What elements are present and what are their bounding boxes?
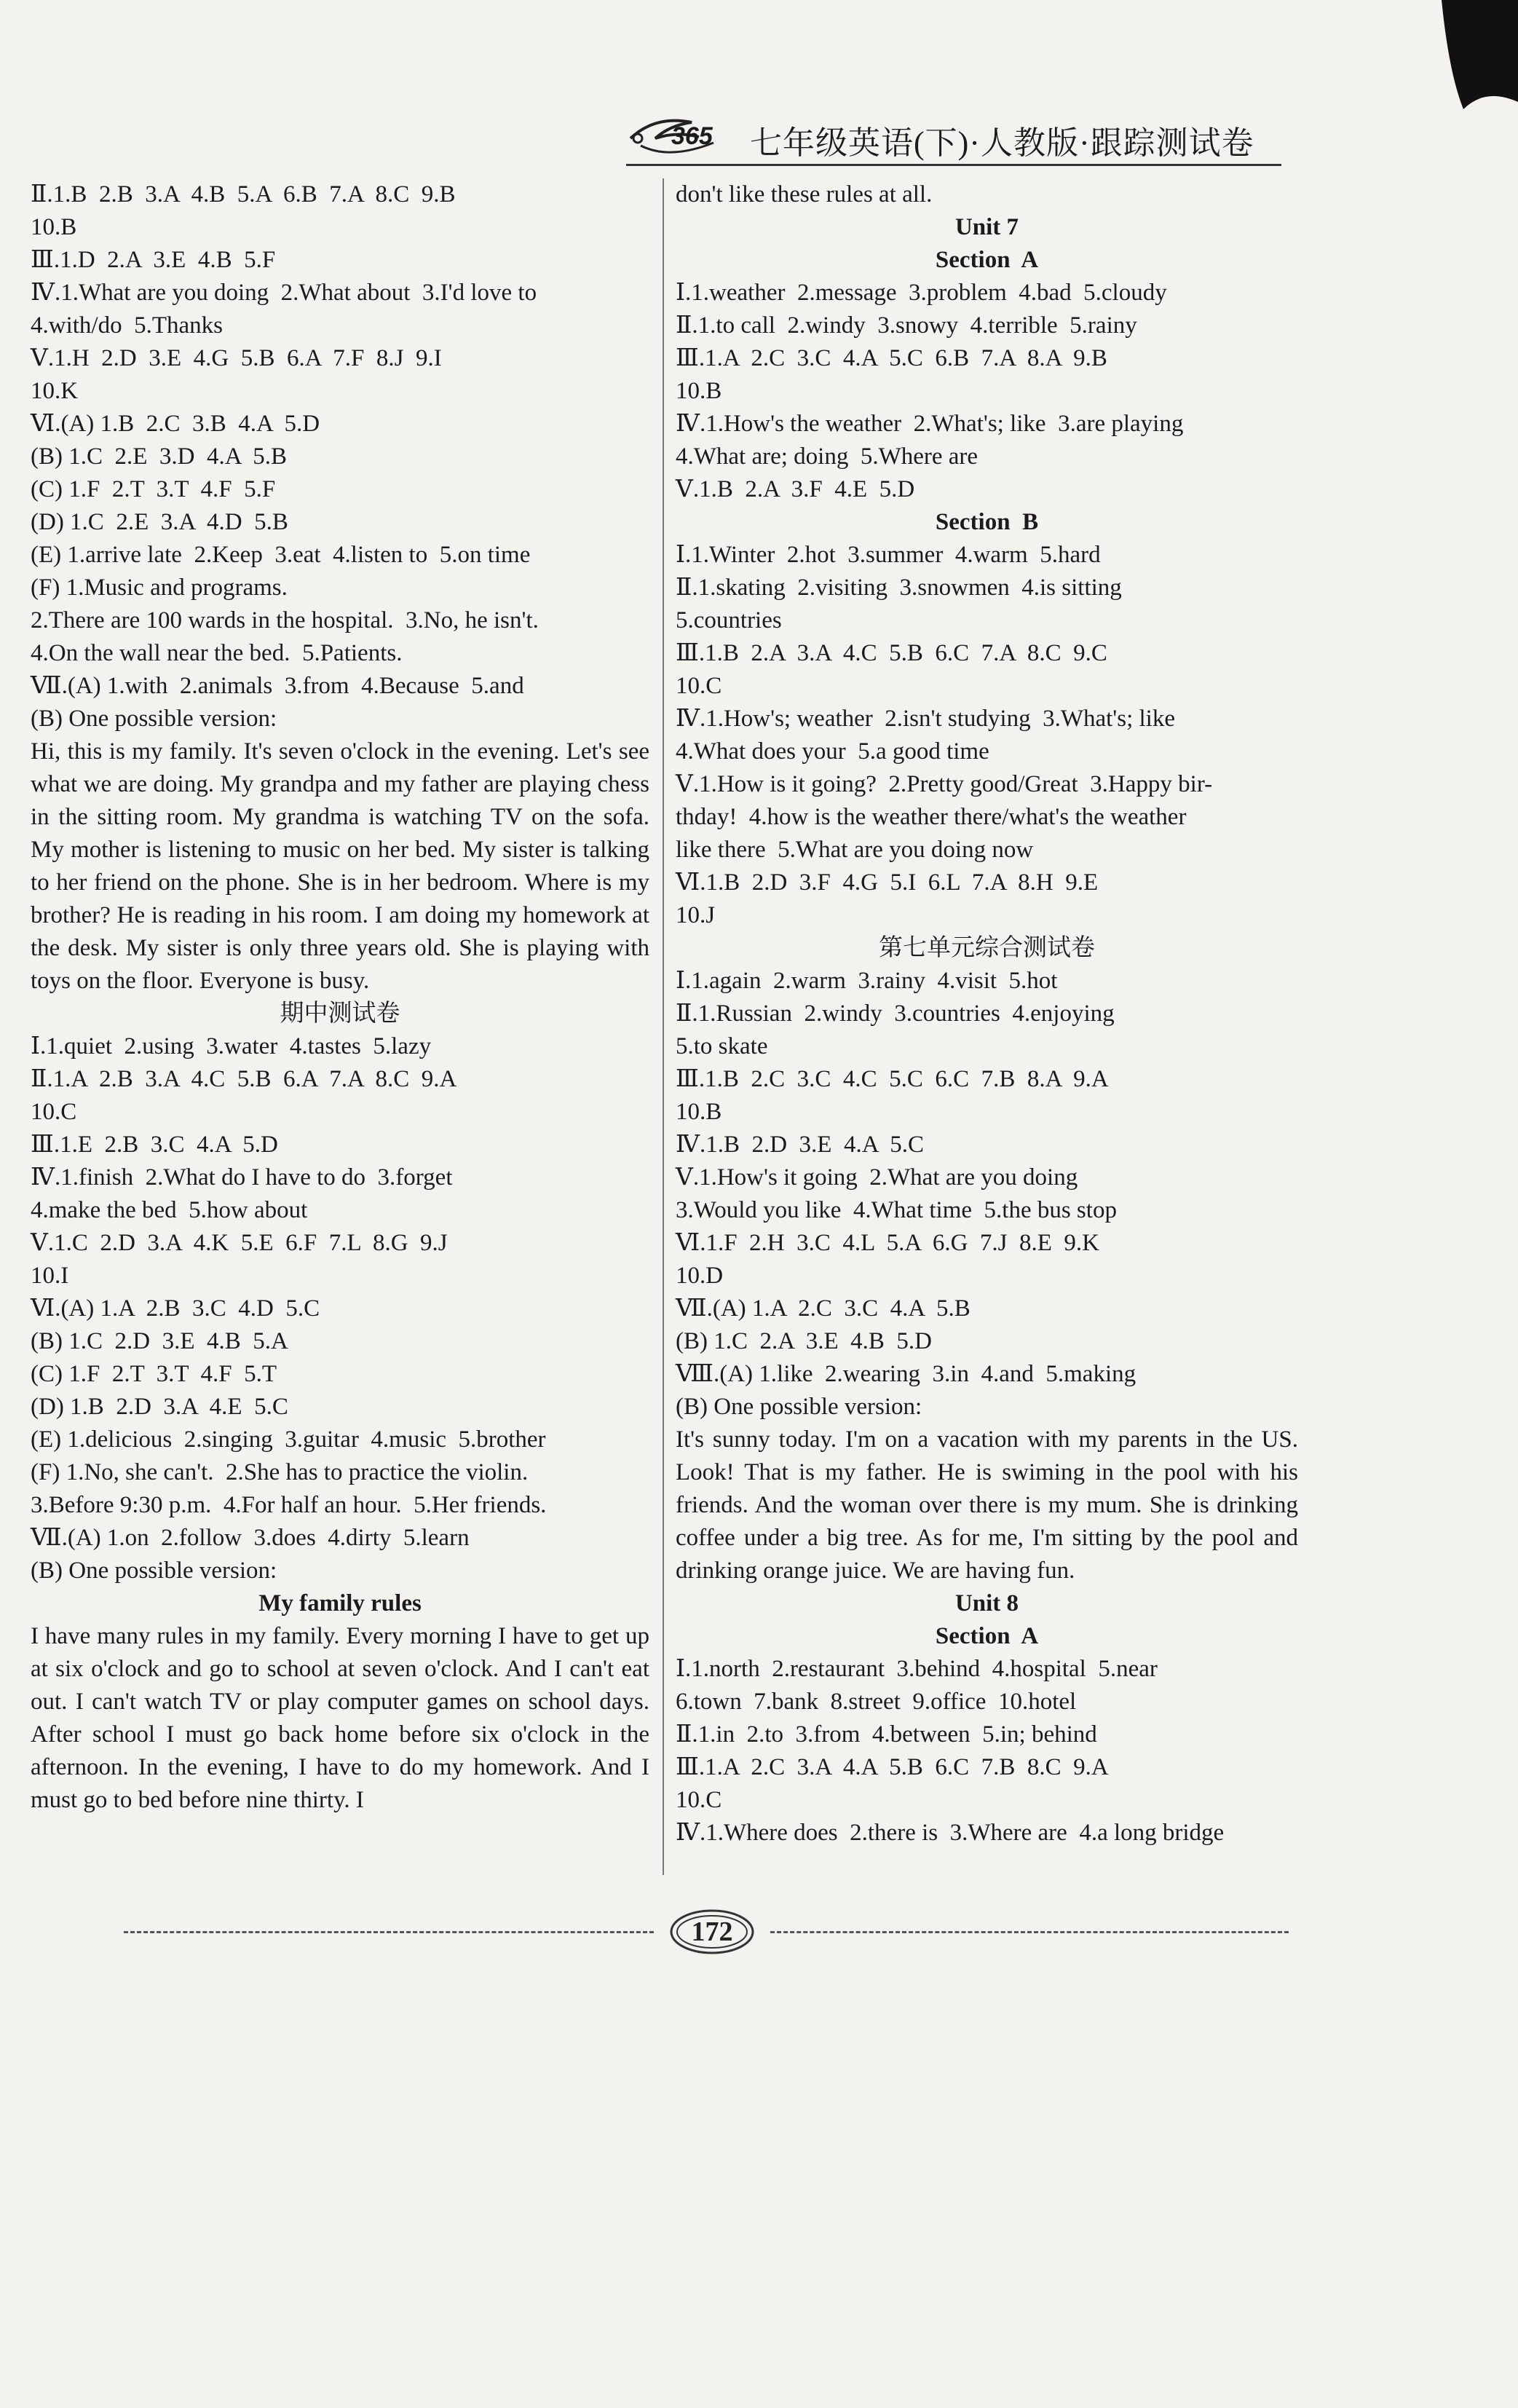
essay-paragraph: Hi, this is my family. It's seven o'clock in the evening. Let's see what we are doing. My grandpa and my father are playing chess in the sitting room. My grandma is watching TV on the sofa. My mother is listening to music on her bed. My sister is talking to her friend on the phone. She is in her bedroom. Where is my brother? He is reading in his room. I am doing my homework at the desk. My sister is only three years old. She is playing with toys on the floor. Everyone is busy. (31, 738, 649, 994)
page-title: 七年级英语(下)·人教版·跟踪测试卷 (750, 125, 1254, 161)
answer-line: (D) 1.C 2.E 3.A 4.D 5.B (31, 509, 288, 535)
answer-line: 10.J (676, 902, 716, 928)
test-heading: 期中测试卷 (280, 1000, 400, 1027)
answer-line: 5.to skate (676, 1033, 768, 1059)
answer-line: Ⅱ.1.A 2.B 3.A 4.C 5.B 6.A 7.A 8.C 9.A (31, 1066, 457, 1092)
answer-line: Ⅵ.1.F 2.H 3.C 4.L 5.A 6.G 7.J 8.E 9.K (676, 1230, 1099, 1256)
answer-line: Ⅰ.1.weather 2.message 3.problem 4.bad 5.cloudy (676, 280, 1167, 306)
answer-line: Ⅰ.1.again 2.warm 3.rainy 4.visit 5.hot (676, 968, 1058, 994)
answer-line: 4.with/do 5.Thanks (31, 312, 223, 339)
answer-line: Ⅵ.(A) 1.A 2.B 3.C 4.D 5.C (31, 1295, 320, 1322)
answer-line: 2.There are 100 wards in the hospital. 3.No, he isn't. (31, 607, 539, 633)
answer-line: Ⅵ.1.B 2.D 3.F 4.G 5.I 6.L 7.A 8.H 9.E (676, 869, 1099, 896)
answer-line: 4.On the wall near the bed. 5.Patients. (31, 640, 403, 666)
page-header (626, 102, 1281, 167)
answer-line: (F) 1.Music and programs. (31, 575, 288, 601)
answer-line: 10.K (31, 378, 79, 404)
header-rule (626, 164, 1281, 166)
section-heading: Section A (935, 247, 1039, 273)
column-divider (663, 178, 664, 1875)
publisher-logo (626, 109, 743, 160)
answer-line: Ⅱ.1.skating 2.visiting 3.snowmen 4.is sitting (676, 575, 1122, 601)
section-heading: Section B (935, 509, 1039, 535)
test-heading: 第七单元综合测试卷 (879, 935, 1095, 961)
answer-line: (E) 1.delicious 2.singing 3.guitar 4.music 5.brother (31, 1426, 546, 1453)
answer-line: 6.town 7.bank 8.street 9.office 10.hotel (676, 1689, 1077, 1715)
answer-line: Ⅲ.1.E 2.B 3.C 4.A 5.D (31, 1132, 278, 1158)
section-heading: Unit 8 (954, 1590, 1019, 1616)
page-number: 172 (691, 1916, 733, 1947)
answer-line: Ⅱ.1.to call 2.windy 3.snowy 4.terrible 5.rainy (676, 312, 1137, 339)
answer-line: Ⅳ.1.B 2.D 3.E 4.A 5.C (676, 1132, 924, 1158)
answer-line: Ⅲ.1.B 2.C 3.C 4.C 5.C 6.C 7.B 8.A 9.A (676, 1066, 1109, 1092)
answer-line: Ⅲ.1.D 2.A 3.E 4.B 5.F (31, 247, 276, 273)
essay-paragraph: I have many rules in my family. Every morning I have to get up at six o'clock and go to school at seven o'clock. And I can't eat out. I can't watch TV or play computer games on school days. After school I must go back home before six o'clock in the afternoon. In the evening, I have to do my homework. And I must go to bed before nine thirty. I (31, 1623, 649, 1813)
answer-line: 5.countries (676, 607, 782, 633)
footer-rule-right (770, 1931, 1289, 1933)
section-heading: My family rules (258, 1590, 422, 1616)
answer-line: 10.B (676, 1099, 722, 1125)
answer-line: Ⅶ.(A) 1.on 2.follow 3.does 4.dirty 5.learn (31, 1525, 470, 1551)
answer-line: Ⅳ.1.How's the weather 2.What's; like 3.are playing (676, 411, 1184, 437)
answer-line: Ⅲ.1.A 2.C 3.C 4.A 5.C 6.B 7.A 8.A 9.B (676, 345, 1107, 371)
section-heading: Unit 7 (954, 214, 1019, 240)
answer-line: 3.Before 9:30 p.m. 4.For half an hour. 5.Her friends. (31, 1492, 547, 1518)
section-heading: Section A (935, 1623, 1039, 1649)
answer-line: (B) One possible version: (31, 1558, 277, 1584)
answer-line: 10.B (676, 378, 722, 404)
answer-line: 10.I (31, 1263, 69, 1289)
answer-line: 10.C (31, 1099, 77, 1125)
answer-line: (B) One possible version: (31, 706, 277, 732)
answer-line: (B) 1.C 2.A 3.E 4.B 5.D (676, 1328, 933, 1354)
answer-line: like there 5.What are you doing now (676, 837, 1034, 863)
answer-line: Ⅳ.1.What are you doing 2.What about 3.I'd love to (31, 280, 537, 306)
answer-line: Ⅴ.1.C 2.D 3.A 4.K 5.E 6.F 7.L 8.G 9.J (31, 1230, 448, 1256)
answer-line: 10.C (676, 673, 722, 699)
answer-line: Ⅱ.1.in 2.to 3.from 4.between 5.in; behind (676, 1721, 1097, 1748)
answer-line: Ⅱ.1.B 2.B 3.A 4.B 5.A 6.B 7.A 8.C 9.B (31, 181, 456, 208)
answer-line: Ⅳ.1.finish 2.What do I have to do 3.forget (31, 1164, 453, 1191)
left-column (31, 178, 649, 1817)
answer-line: (C) 1.F 2.T 3.T 4.F 5.T (31, 1361, 277, 1387)
answer-line: (C) 1.F 2.T 3.T 4.F 5.F (31, 476, 276, 502)
page-corner-shadow (1434, 0, 1518, 124)
answer-line: (B) 1.C 2.E 3.D 4.A 5.B (31, 443, 288, 470)
answer-line: (B) 1.C 2.D 3.E 4.B 5.A (31, 1328, 288, 1354)
answer-line: Ⅲ.1.B 2.A 3.A 4.C 5.B 6.C 7.A 8.C 9.C (676, 640, 1107, 666)
answer-line: (F) 1.No, she can't. 2.She has to practice the violin. (31, 1459, 529, 1485)
answer-line: Ⅴ.1.B 2.A 3.F 4.E 5.D (676, 476, 915, 502)
answer-line: (E) 1.arrive late 2.Keep 3.eat 4.listen to 5.on time (31, 542, 531, 568)
answer-line: thday! 4.how is the weather there/what's the weather (676, 804, 1187, 830)
answer-line: Ⅷ.(A) 1.like 2.wearing 3.in 4.and 5.making (676, 1361, 1136, 1387)
answer-line: Ⅲ.1.A 2.C 3.A 4.A 5.B 6.C 7.B 8.C 9.A (676, 1754, 1109, 1780)
essay-paragraph: It's sunny today. I'm on a vacation with my parents in the US. Look! That is my father. He is swiming in the pool with his friends. And the woman over there is my mum. She is drinking coffee under a big tree. As for me, I'm sitting by the pool and drinking orange juice. We are having fun. (676, 1426, 1298, 1584)
answer-line: Ⅵ.(A) 1.B 2.C 3.B 4.A 5.D (31, 411, 320, 437)
answer-line: (D) 1.B 2.D 3.A 4.E 5.C (31, 1394, 288, 1420)
answer-line: 10.C (676, 1787, 722, 1813)
answer-line: Ⅳ.1.How's; weather 2.isn't studying 3.What's; like (676, 706, 1175, 732)
answer-line: Ⅰ.1.north 2.restaurant 3.behind 4.hospital 5.near (676, 1656, 1158, 1682)
answer-line: 10.D (676, 1263, 724, 1289)
answer-line: don't like these rules at all. (676, 181, 933, 208)
answer-line: Ⅰ.1.quiet 2.using 3.water 4.tastes 5.lazy (31, 1033, 432, 1059)
footer-rule-left (124, 1931, 654, 1933)
answer-line: 3.Would you like 4.What time 5.the bus stop (676, 1197, 1117, 1223)
answer-line: Ⅳ.1.Where does 2.there is 3.Where are 4.a long bridge (676, 1820, 1225, 1846)
answer-line: Ⅴ.1.H 2.D 3.E 4.G 5.B 6.A 7.F 8.J 9.I (31, 345, 442, 371)
answer-line: Ⅰ.1.Winter 2.hot 3.summer 4.warm 5.hard (676, 542, 1101, 568)
answer-line: Ⅱ.1.Russian 2.windy 3.countries 4.enjoying (676, 1000, 1115, 1027)
logo-text: 365 (671, 122, 713, 150)
answer-line: 4.What does your 5.a good time (676, 738, 989, 765)
answer-line: 4.What are; doing 5.Where are (676, 443, 979, 470)
answer-line: 4.make the bed 5.how about (31, 1197, 308, 1223)
answer-line: Ⅴ.1.How's it going 2.What are you doing (676, 1164, 1078, 1191)
answer-line: Ⅶ.(A) 1.A 2.C 3.C 4.A 5.B (676, 1295, 971, 1322)
answer-line: Ⅴ.1.How is it going? 2.Pretty good/Great 3.Happy bir- (676, 771, 1213, 797)
answer-line: 10.B (31, 214, 77, 240)
answer-line: Ⅶ.(A) 1.with 2.animals 3.from 4.Because 5.and (31, 673, 524, 699)
right-column (676, 178, 1298, 1850)
answer-line: (B) One possible version: (676, 1394, 922, 1420)
